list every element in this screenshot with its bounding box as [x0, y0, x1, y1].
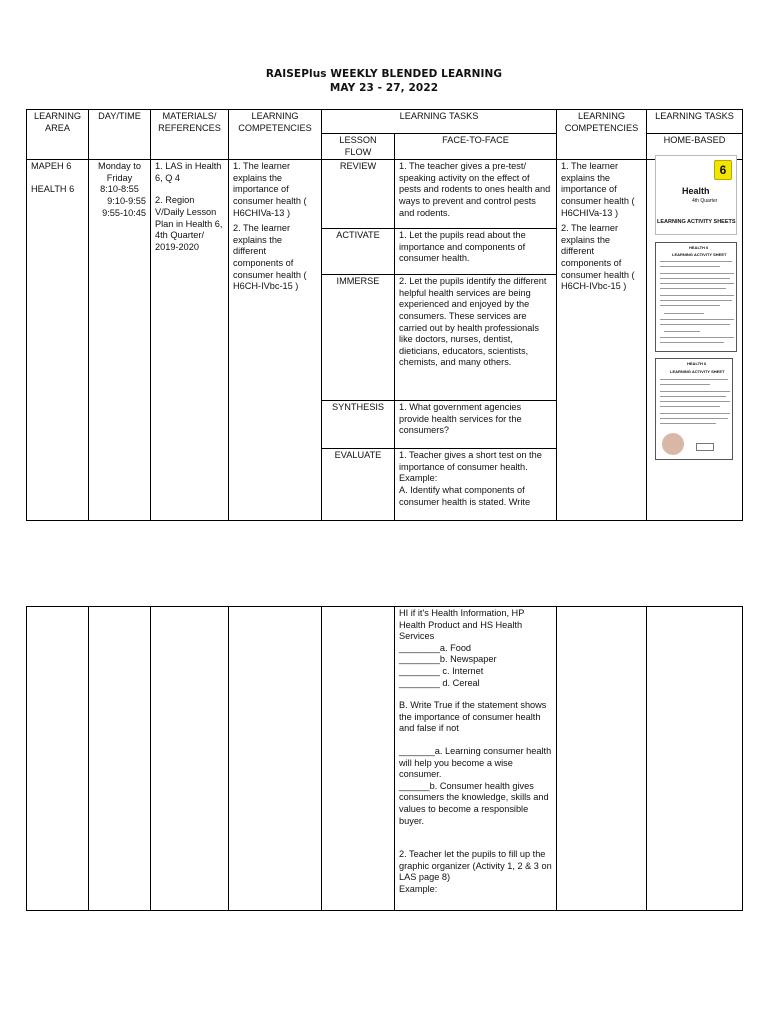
- cont-instruction: HI if it's Health Information, HP Health Product and HS Health Services: [399, 608, 525, 642]
- task-activate: 1. Let the pupils read about the importance and components of consumer health.: [395, 229, 557, 275]
- cover-title: Health: [682, 186, 710, 196]
- las-page-thumbnail-1: [655, 242, 737, 352]
- true-false-instruction: B. Write True if the statement shows the importance of consumer health and false if not: [399, 700, 547, 734]
- flow-synthesis: SYNTHESIS: [322, 401, 395, 449]
- document-date: MAY 23 - 27, 2022: [329, 82, 439, 94]
- lesson-plan-table: [26, 109, 743, 521]
- cont-competencies-cell: [229, 607, 322, 911]
- col-materials: MATERIALS/ REFERENCES: [151, 110, 229, 160]
- area-health: HEALTH 6: [31, 183, 75, 194]
- col-lesson-flow: LESSON FLOW: [322, 134, 395, 160]
- las-cover-image: [655, 155, 737, 235]
- flow-immerse: IMMERSE: [322, 275, 395, 401]
- grade-badge: 6: [714, 160, 732, 180]
- learning-area-cell: [27, 160, 89, 521]
- flow-evaluate: EVALUATE: [322, 449, 395, 521]
- cover-label: LEARNING ACTIVITY SHEETS: [657, 219, 736, 225]
- material-1: 1. LAS in Health 6, Q 4: [155, 161, 222, 183]
- competency-2: 2. The learner explains the different components of consumer health ( H6CH-IVbc-15 ): [233, 223, 307, 292]
- document-title: RAISEPlus WEEKLY BLENDED LEARNING: [265, 68, 503, 80]
- competencies-cell-2: [557, 160, 647, 521]
- item-cereal: ________ d. Cereal: [399, 677, 480, 688]
- cont-area-cell: [27, 607, 89, 911]
- time-2: 9:10-9:55: [107, 195, 146, 206]
- col-day-time: DAY/TIME: [89, 110, 151, 160]
- col-learning-area: LEARNING AREA: [27, 110, 89, 160]
- area-mapeh: MAPEH 6: [31, 161, 72, 172]
- task-review: 1. The teacher gives a pre-test/ speaking activity on the effect of pests and rodents to ones health and ways to prevent and control pests and rodents.: [395, 160, 557, 229]
- student-photo: [662, 433, 684, 455]
- col-learning-tasks: LEARNING TASKS: [322, 110, 557, 134]
- task-evaluate: 1. Teacher gives a short test on the importance of consumer health. Example: A. Identify what components of consumer health is stated. Write: [395, 449, 557, 521]
- true-false-b: ______b. Consumer health gives consumers the knowledge, skills and values to become a responsible buyer.: [399, 780, 549, 826]
- cover-quarter: 4th Quarter: [692, 198, 718, 204]
- col-home-based: HOME-BASED: [647, 134, 743, 160]
- day-time-cell: [89, 160, 151, 521]
- small-box-icon: [696, 443, 714, 451]
- flow-activate: ACTIVATE: [322, 229, 395, 275]
- flow-review: REVIEW: [322, 160, 395, 229]
- las-page-thumbnail-2: [655, 358, 733, 460]
- sheet-title-2: LEARNING ACTIVITY SHEET: [670, 369, 725, 374]
- col-competencies: LEARNING COMPETENCIES: [229, 110, 322, 160]
- material-2: 2. Region V/Daily Lesson Plan in Health 6, 4th Quarter/ 2019-2020: [155, 195, 223, 252]
- task-synthesis: 1. What government agencies provide health services for the consumers?: [395, 401, 557, 449]
- task-immerse: 2. Let the pupils identify the different helpful health services are being experienced and enjoyed by the consumers. These services are carried out by health professionals like doctors, nurses, dentist, dieticians, educators, scientists, chemists, and many others.: [395, 275, 557, 401]
- day-range: Monday to Friday: [98, 161, 141, 183]
- competencies-cell: [229, 160, 322, 521]
- item-internet: ________ c. Internet: [399, 665, 484, 676]
- item-newspaper: ________b. Newspaper: [399, 654, 497, 665]
- col-face-to-face: FACE-TO-FACE: [395, 134, 557, 160]
- continuation-table: [26, 606, 743, 911]
- time-1: 8:10-8:55: [100, 184, 139, 195]
- cont-day-cell: [89, 607, 151, 911]
- competency-1: 1. The learner explains the importance of consumer health ( H6CHIVa-13 ): [233, 161, 307, 218]
- col-competencies-2: LEARNING COMPETENCIES: [557, 110, 647, 160]
- time-3: 9:55-10:45: [102, 207, 146, 218]
- competency-2-2: 2. The learner explains the different components of consumer health ( H6CH-IVbc-15 ): [561, 223, 635, 292]
- materials-cell: [151, 160, 229, 521]
- sheet-header-2: HEALTH 6: [687, 361, 707, 366]
- cont-flow-cell: [322, 607, 395, 911]
- cont-home-based-cell: [647, 607, 743, 911]
- cont-materials-cell: [151, 607, 229, 911]
- cont-task-cell: [395, 607, 557, 911]
- true-false-a: _______a. Learning consumer health will help you become a wise consumer.: [399, 745, 552, 780]
- sheet-header: HEALTH 6: [689, 245, 709, 250]
- sheet-title: LEARNING ACTIVITY SHEET: [672, 252, 727, 257]
- competency-2-1: 1. The learner explains the importance of consumer health ( H6CHIVa-13 ): [561, 161, 635, 218]
- graphic-organizer-task: 2. Teacher let the pupils to fill up the graphic organizer (Activity 1, 2 & 3 on LAS page 8) Example:: [399, 849, 552, 894]
- col-learning-tasks-2: LEARNING TASKS: [647, 110, 743, 134]
- item-food: ________a. Food: [399, 642, 472, 653]
- cont-competencies-cell-2: [557, 607, 647, 911]
